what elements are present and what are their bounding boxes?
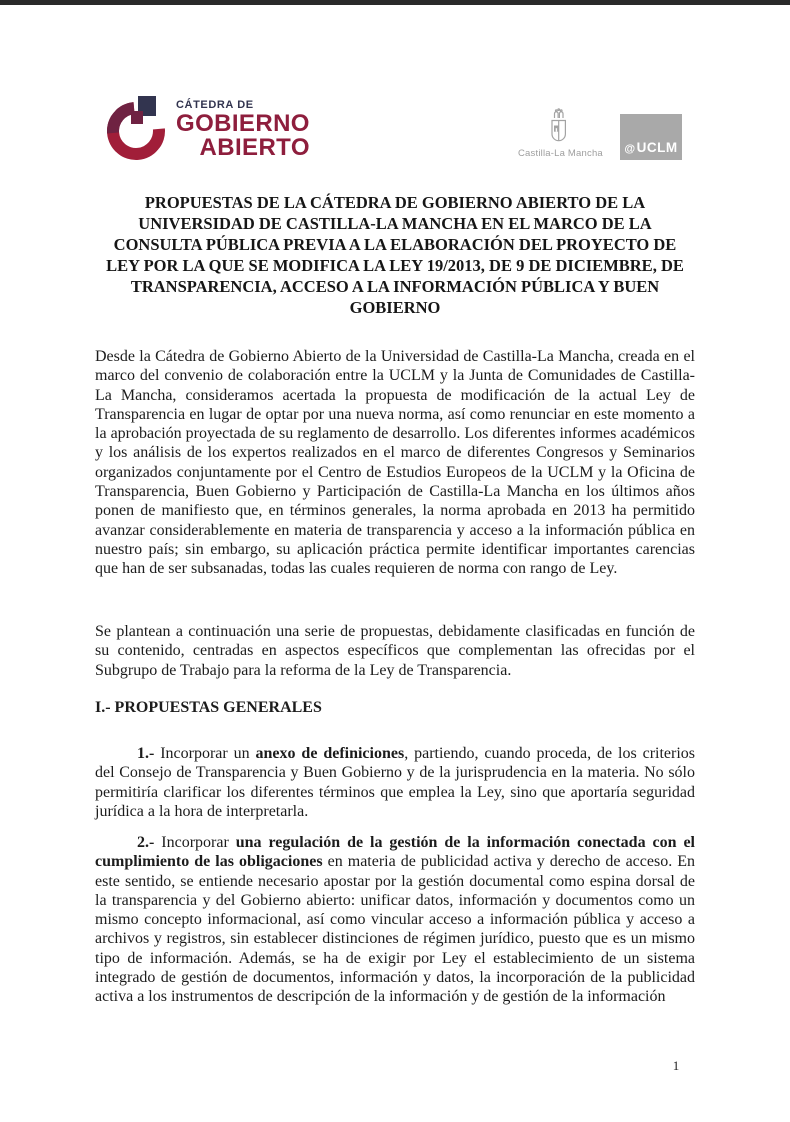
logo-hook-shape <box>131 111 143 124</box>
item-1-number: 1.- <box>137 745 155 762</box>
castilla-la-mancha-shield-icon <box>545 108 572 146</box>
list-item-1 <box>95 744 695 821</box>
item-2-number: 2.- <box>137 834 155 851</box>
item-2-text-post: en materia de publicidad activa y derecho de acceso. En este sentido, se entiende necesario apostar por la gestión documental como espina dorsal de la transparencia y del Gobierno abierto: unificar datos, información y documentos como un mismo concepto informacional, así como vincular acceso a información pública y acceso a archivos y registros, sin establecer distinciones de régimen jurídico, puesto que es un mismo tipo de información. Además, se ha de exigir por Ley el establecimiento de un sistema integrado de gestión de documentos, información y datos, la incorporación de la publicidad activa a los instrumentos de descripción de la información y de gestión de la información <box>95 853 696 1006</box>
list-item-2 <box>95 833 695 1007</box>
section-heading-propuestas-generales: I.- PROPUESTAS GENERALES <box>95 699 322 716</box>
logo-small-text: CÁTEDRA DE <box>176 99 254 111</box>
catedra-gobierno-abierto-logo <box>107 96 310 164</box>
paragraph-proposals-intro: Se plantean a continuación una serie de propuestas, debidamente clasificadas en función de su contenido, centradas en aspectos específicos que complementan las ofrecidas por el Subgrupo de Trabajo para la reforma de la Ley de Transparencia. <box>95 623 695 679</box>
catedra-logo-text <box>176 99 310 164</box>
castilla-la-mancha-logo <box>518 108 603 159</box>
page-number: 1 <box>672 1058 680 1073</box>
item-1-bold-phrase: anexo de definiciones <box>255 745 405 762</box>
item-2-bold-phrase: una regulación de la gestión de la información conectada con el cumplimiento de las obligaciones <box>95 834 695 871</box>
uclm-symbol-icon: @ <box>624 143 636 155</box>
logo-ring-shade-shape <box>95 90 177 172</box>
logo-line2: ABIERTO <box>199 134 310 161</box>
uclm-logo <box>620 114 682 160</box>
catedra-logo-icon <box>107 96 167 164</box>
item-1-text-post: , partiendo, cuando proceda, de los criterios del Consejo de Transparencia y Buen Gobierno y de la jurisprudencia en la materia. No sólo permitiría clarificar los diferentes términos que emplea la Ley, sino que aportaría seguridad jurídica a la hora de interpretarla. <box>95 745 696 820</box>
item-1-text-pre: Incorporar un <box>154 745 256 762</box>
document-title: PROPUESTAS DE LA CÁTEDRA DE GOBIERNO ABIERTO DE LA UNIVERSIDAD DE CASTILLA-LA MANCHA EN EL MARCO DE LA CONSULTA PÚBLICA PREVIA A LA ELABORACIÓN DEL PROYECTO DE LEY POR LA QUE SE MODIFICA LA LEY 19/2013, DE 9 DE DICIEMBRE, DE TRANSPARENCIA, ACCESO A LA INFORMACIÓN PÚBLICA Y BUEN GOBIERNO <box>106 193 684 317</box>
paragraph-intro: Desde la Cátedra de Gobierno Abierto de la Universidad de Castilla-La Mancha, creada en el marco del convenio de colaboración entre la UCLM y la Junta de Comunidades de Castilla-La Mancha, consideramos acertada la propuesta de modificación de la actual Ley de Transparencia en lugar de optar por una nueva norma, así como renunciar en este momento a la aprobación proyectada de su reglamento de desarrollo. Los diferentes informes académicos y los análisis de los expertos realizados en el marco de diferentes Congresos y Seminarios organizados conjuntamente por el Centro de Estudios Europeos de la UCLM y la Oficina de Transparencia, Buen Gobierno y Participación de Castilla-La Mancha en los últimos años ponen de manifiesto que, en términos generales, la norma aprobada en 2013 ha permitido avanzar considerablemente en materia de transparencia y acceso a la información pública en nuestro país; sin embargo, su aplicación práctica permite identificar importantes carencias que han de ser subsanadas, todas las cuales requieren de norma con rango de Ley. <box>95 348 695 578</box>
logo-line1: GOBIERNO <box>176 110 310 137</box>
top-border-bar <box>0 0 790 5</box>
uclm-logo-text: UCLM <box>636 140 678 155</box>
item-2-text-pre: Incorporar <box>154 834 236 851</box>
castilla-la-mancha-label: Castilla-La Mancha <box>518 148 603 159</box>
